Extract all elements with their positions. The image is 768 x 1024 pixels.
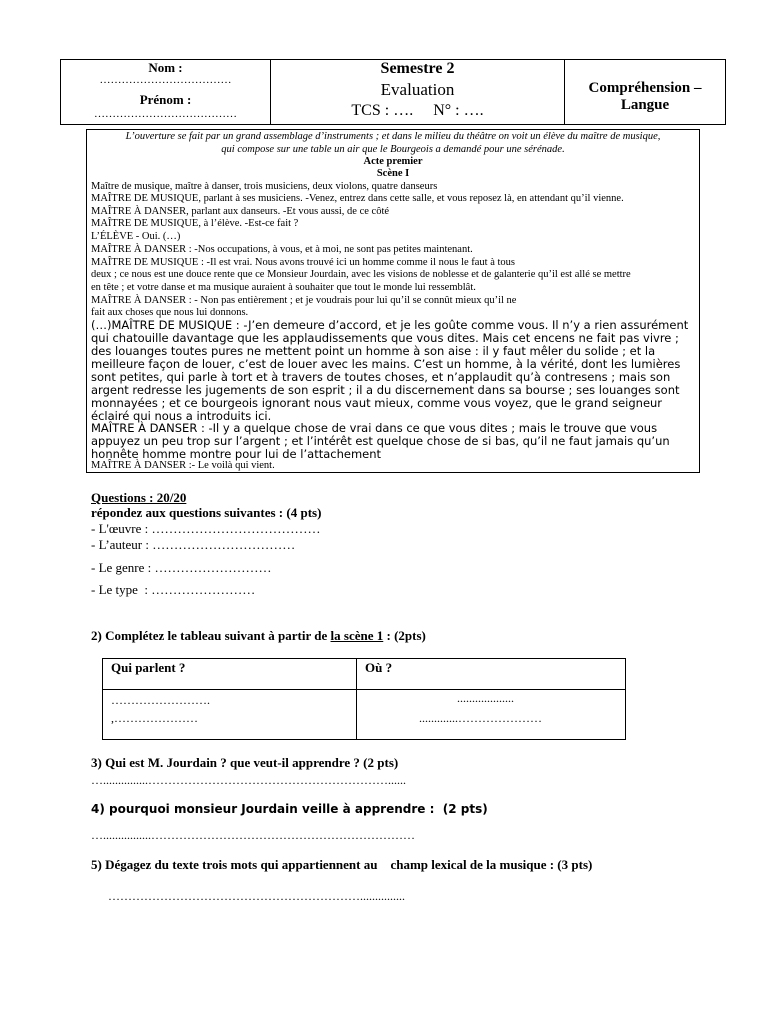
text-line: MAÎTRE À DANSER :- Le voilà qui vient. — [91, 460, 275, 471]
tcs-label: TCS : …. N° : …. — [351, 102, 484, 119]
q2-title-pre: 2) Complétez le tableau suivant à partir de — [91, 628, 331, 643]
table-cell-qui-1[interactable]: ……………………. — [111, 693, 210, 707]
header-table — [60, 59, 726, 125]
table-header-qui: Qui parlent ? — [111, 660, 186, 675]
q1-oeuvre-field[interactable]: - L'œuvre : ………………………………… — [91, 521, 321, 536]
subject-label: Compréhension – Langue — [588, 80, 702, 113]
scene-title: Scène I — [376, 168, 410, 179]
q2-table — [102, 658, 626, 740]
q5-answer-field[interactable]: ………………………………………………………............... — [108, 889, 405, 903]
intro-line-1: L’ouverture se fait par un grand assemblage d’instruments ; et dans le milieu du théâtre on voit un élève du maître de musique, — [125, 131, 661, 142]
evaluation-cell — [271, 60, 565, 124]
q2-title — [91, 628, 426, 644]
text-line: en tête ; et votre danse et ma musique auraient à souhaiter que tout le monde lui ressemblât. — [91, 282, 476, 293]
text-line: deux ; ce nous est une douce rente que ce Monsieur Jourdain, avec les visions de noblesse et de galanterie qu’il est allé se mettre — [91, 269, 631, 280]
q3-title: 3) Qui est M. Jourdain ? que veut-il apprendre ? (2 pts) — [91, 755, 399, 770]
q4-answer-field[interactable]: …................………………………………………………………… — [91, 828, 415, 842]
nom-label: Nom : — [148, 60, 183, 75]
text-line: L’ÉLÈVE - Oui. (…) — [91, 231, 181, 242]
text-line: monnayées ; et ce bourgeois ignorant nous vaut mieux, comme vous voyez, que le grand seigneur — [91, 396, 663, 410]
text-line: MAÎTRE À DANSER : -Il y a quelque chose de vrai dans ce que vous dites ; mais le trouve que vous — [91, 421, 658, 435]
intro-line-2: qui compose sur une table un air que le Bourgeois a demandé pour une sérénade. — [221, 144, 565, 155]
text-line: MAÎTRE DE MUSIQUE : -Il est vrai. Nous avons trouvé ici un homme comme il nous le faut à tous — [91, 257, 516, 268]
q1-title: répondez aux questions suivantes : (4 pts) — [91, 505, 322, 520]
text-line: meilleure façon de louer, c’est de louer avec les mains. C’est un homme, à la vérité, dont les lumières — [91, 357, 681, 371]
text-line: MAÎTRE À DANSER : - Non pas entièrement ; et je voudrais pour lui qu’il se connût mieux qu’il ne — [91, 295, 517, 306]
evaluation-label: Evaluation — [380, 80, 455, 99]
text-line: sont petites, qui parle à tort et à travers de toutes choses, et n’applaudit qu’à contresens ; mais son — [91, 370, 671, 384]
q1-type-field[interactable]: - Le type : …………………… — [91, 582, 256, 597]
q5-title: 5) Dégagez du texte trois mots qui appartiennent au champ lexical de la musique : (3 pts) — [91, 857, 593, 872]
table-divider — [356, 659, 357, 739]
text-line: MAÎTRE DE MUSIQUE, parlant à ses musiciens. -Venez, entrez dans cette salle, et vous reposez là, en attendant qu’il vienne. — [91, 193, 624, 204]
table-cell-qui-2[interactable]: ,………………… — [111, 711, 198, 725]
text-excerpt-box — [86, 129, 700, 473]
prenom-field[interactable]: ………………………………… — [94, 108, 237, 120]
student-cell — [61, 60, 271, 124]
table-header-ou: Où ? — [365, 660, 393, 675]
q2-title-post: : (2pts) — [383, 628, 426, 643]
q1-auteur-field[interactable]: - L’auteur : …………………………… — [91, 537, 296, 552]
table-divider — [103, 689, 625, 690]
text-line: éclairé qui nous a introduits ici. — [91, 409, 272, 423]
q3-answer-field[interactable]: …...............……………………………………………………...... — [91, 773, 406, 787]
q4-title: 4) pourquoi monsieur Jourdain veille à apprendre : (2 pts) — [91, 802, 488, 816]
subject-cell — [565, 60, 725, 124]
semestre-label: Semestre 2 — [380, 60, 455, 77]
questions-heading: Questions : 20/20 — [91, 490, 187, 505]
text-line: MAÎTRE À DANSER, parlant aux danseurs. -Et vous aussi, de ce côté — [91, 206, 390, 217]
text-line: des louanges toutes pures ne mettent point un homme à son aise : il y faut mêler du solide ; et la — [91, 344, 656, 358]
text-line: Maître de musique, maître à danser, trois musiciens, deux violons, quatre danseurs — [91, 181, 438, 192]
text-line: qui chatouille davantage que les applaudissements que vous dites. Mais cet encens ne fait pas vivre ; — [91, 331, 679, 345]
nom-field[interactable]: ……………………………… — [99, 74, 232, 86]
text-line: (…)MAÎTRE DE MUSIQUE : -J’en demeure d’accord, et je les goûte comme vous. Il n’y a rien assurément — [91, 318, 689, 332]
table-cell-ou-1[interactable]: ................... — [457, 691, 514, 705]
table-cell-ou-2[interactable]: .............………………… — [419, 711, 542, 725]
act-title: Acte premier — [363, 156, 423, 167]
text-line: argent redresse les jugements de son esprit ; il a du discernement dans sa bourse ; ses louanges sont — [91, 383, 680, 397]
text-line: appuyez un peu trop sur l’argent ; et l’intérêt est quelque chose de si bas, qu’il ne faut jamais qu’un — [91, 434, 670, 448]
text-line: honnête homme montre pour lui de l’attachement — [91, 447, 382, 461]
prenom-label: Prénom : — [139, 92, 192, 107]
q1-genre-field[interactable]: - Le genre : ……………………… — [91, 560, 272, 575]
text-line: fait aux choses que nous lui donnons. — [91, 307, 249, 318]
text-line: MAÎTRE DE MUSIQUE, à l’élève. -Est-ce fait ? — [91, 218, 299, 229]
text-line: MAÎTRE À DANSER : -Nos occupations, à vous, et à moi, ne sont pas petites maintenant. — [91, 244, 473, 255]
q2-title-underlined: la scène 1 — [330, 628, 384, 643]
